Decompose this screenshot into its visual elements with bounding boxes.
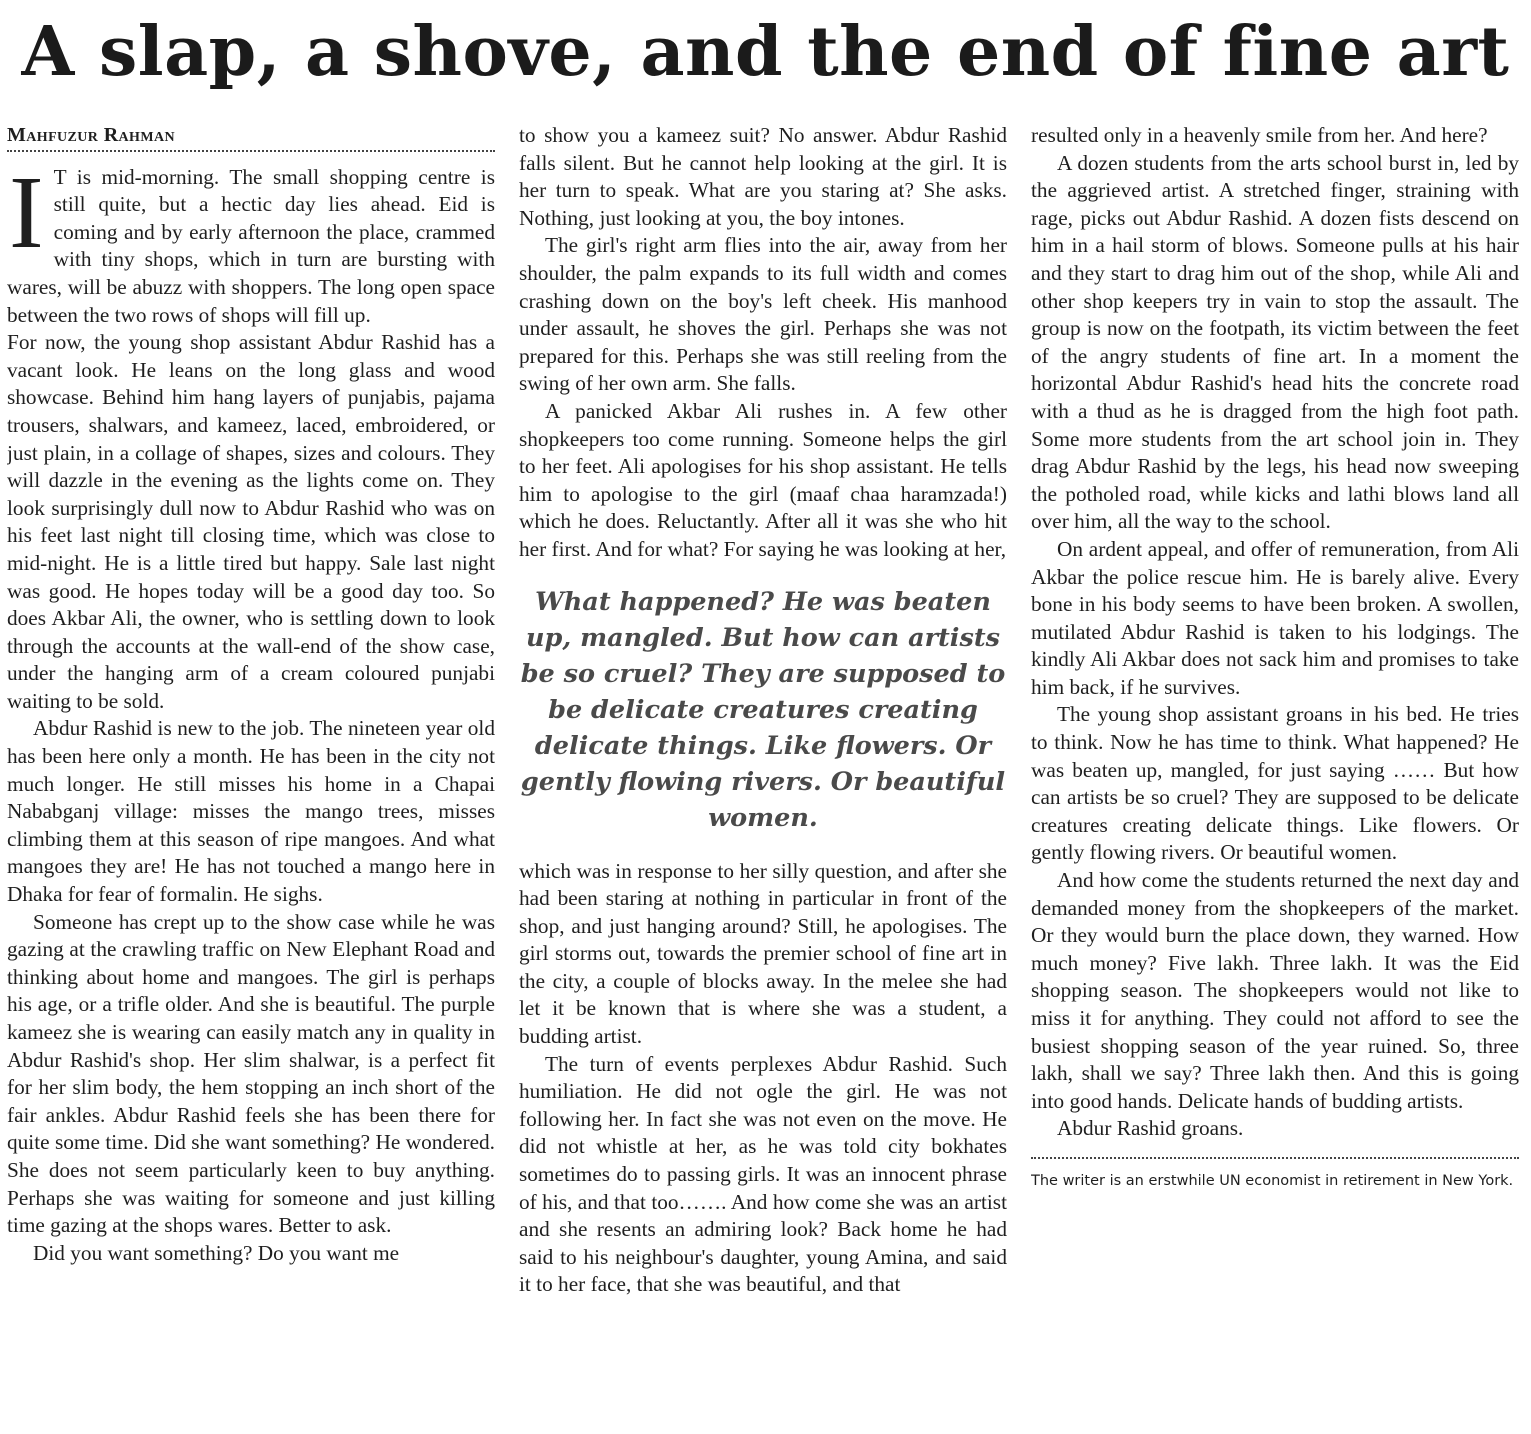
paragraph: to show you a kameez suit? No answer. Abdur Rashid falls silent. But he cannot help looking at the girl. It is her turn to speak. What are you staring at? She asks. Nothing, just looking at you, the boy intones. [519,123,1007,230]
paragraph: For now, the young shop assistant Abdur Rashid has a vacant look. He leans on the long glass and wood showcase. Behind him hang layers of punjabis, pajama trousers, shalwars, and kameez, laced, embroidered, or just plain, in a collage of shapes, sizes and colours. They will dazzle in the evening as the lights come on. They look surprisingly dull now to Abdur Rashid who was on his feet last night till closing time, which was close to mid-night. He is a little tired but happy. Sale last night was good. He hopes today will be a good day too. So does Akbar Ali, the owner, who is settling down to look through the accounts at the wall-end of the show case, under the hanging arm of a cream coloured punjabi waiting to be sold. [7,330,495,713]
drop-cap: I [9,154,44,270]
pull-quote: What happened? He was beaten up, mangled. But how can artists be so cruel? They are supposed to be delicate creatures creating delicate things. Like flowers. Or gently flowing rivers. Or beautiful women. [520,586,1006,833]
byline: Mahfuzur Rahman [7,124,175,146]
paragraph: A dozen students from the arts school burst in, led by the aggrieved artist. A stretched finger, straining with rage, picks out Abdur Rashid. A dozen fists descend on him in a hail storm of blows. Someone pulls at his hair and they start to drag him out of the shop, while Ali and other shop keepers try in vain to stop the assault. The group is now on the footpath, its victim between the feet of the angry students of fine art. In a moment the horizontal Abdur Rashid's head hits the concrete road with a thud as he is dragged from the high foot path. Some more students from the art school join in. They drag Abdur Rashid by the legs, his head now sweeping the potholed road, while kicks and lathi blows land all over him, all the way to the school. [1031,150,1519,534]
paragraph: Abdur Rashid is new to the job. The nineteen year old has been here only a month. He has been in the city not much longer. He still misses his home in a Chapai Nababganj village: misses the mango trees, misses climbing them at this season of ripe mangoes. And what mangoes they are! He has not touched a mango here in Dhaka for fear of formalin. He sighs. [7,716,495,907]
paragraph: Did you want something? Do you want me [33,1240,400,1265]
paragraph: Abdur Rashid groans. [1057,1116,1244,1141]
paragraph: Someone has crept up to the show case while he was gazing at the crawling traffic on New Elephant Road and thinking about home and mangoes. The girl is perhaps his age, or a trifle older. And she is beautiful. The purple kameez she is wearing can easily match any in quality in Abdur Rashid's shop. Her slim shalwar, is a perfect fit for her slim body, the hem stopping an inch short of the fair ankles. Abdur Rashid feels she has been there for quite some time. Did she want something? He wondered. She does not seem particularly keen to buy anything. Perhaps she was waiting for someone and just killing time gazing at the shops wares. Better to ask. [7,909,495,1238]
article-column-2 [519,122,1007,1430]
paragraph: which was in response to her silly question, and after she had been staring at nothing in particular in front of the shop, and just hanging around? Still, he apologises. The girl storms out, towards the premier school of fine art in the city, a couple of blocks away. In the melee she had let it be known that is where she was a student, a budding artist. [519,858,1007,1049]
paragraph: And how come the students returned the next day and demanded money from the shopkeepers of the market. Or they would burn the place down, they warned. How much money? Five lakh. Three lakh. It was the Eid shopping season. The shopkeepers would not like to miss it for anything. They could not afford to see the busiest shopping season of the year ruined. So, three lakh, shall we say? Three lakh then. And this is going into good hands. Delicate hands of budding artists. [1031,868,1519,1113]
paragraph: On ardent appeal, and offer of remuneration, from Ali Akbar the police rescue him. He is barely alive. Every bone in his body seems to have been broken. A swollen, mutilated Abdur Rashid is taken to his lodgings. The kindly Ali Akbar does not sack him and promises to take him back, if he survives. [1031,536,1519,699]
byline-divider [7,150,495,152]
article-column-3 [1031,122,1519,1430]
lead-paragraph: T is mid-morning. The small shopping centre is still quite, but a hectic day lies ahead. Eid is coming and by early afternoon the place, crammed with tiny shops, which in turn are bursting with wares, will be abuzz with shoppers. The long open space between the two rows of shops will fill up. [7,164,495,327]
paragraph: resulted only in a heavenly smile from her. And here? [1031,123,1488,147]
paragraph: A panicked Akbar Ali rushes in. A few other shopkeepers too come running. Someone helps the girl to her feet. Ali apologises for his shop assistant. He tells him to apologise to the girl (maaf chaa haramzada!) which he does. Reluctantly. After all it was she who hit her first. And for what? For saying he was looking at her, [519,398,1007,561]
paragraph: The turn of events perplexes Abdur Rashid. Such humiliation. He did not ogle the girl. He was not following her. In fact she was not even on the move. He did not whistle at her, as he was told city bokhates sometimes do to passing girls. It was an innocent phrase of his, and that too……. And how come she was an artist and she resents an admiring look? Back home he had said to his neighbour's daughter, young Amina, and said it to her face, that she was beautiful, and that [519,1051,1007,1297]
headline: A slap, a shove, and the end of fine art [21,12,1510,92]
footnote-divider [1031,1157,1519,1159]
article-column-1 [7,122,495,1430]
paragraph: The girl's right arm flies into the air, away from her shoulder, the palm expands to its full width and comes crashing down on the boy's left cheek. His manhood under assault, he shoves the girl. Perhaps she was not prepared for this. Perhaps she was still reeling from the swing of her own arm. She falls. [519,233,1007,396]
paragraph: The young shop assistant groans in his bed. He tries to think. Now he has time to think. What happened? He was beaten up, mangled, for just saying …… But how can artists be so cruel? They are supposed to be delicate creatures creating delicate things. Like flowers. Or gently flowing rivers. Or beautiful women. [1031,702,1519,865]
author-footnote: The writer is an erstwhile UN economist in retirement in New York. [1031,1172,1514,1189]
